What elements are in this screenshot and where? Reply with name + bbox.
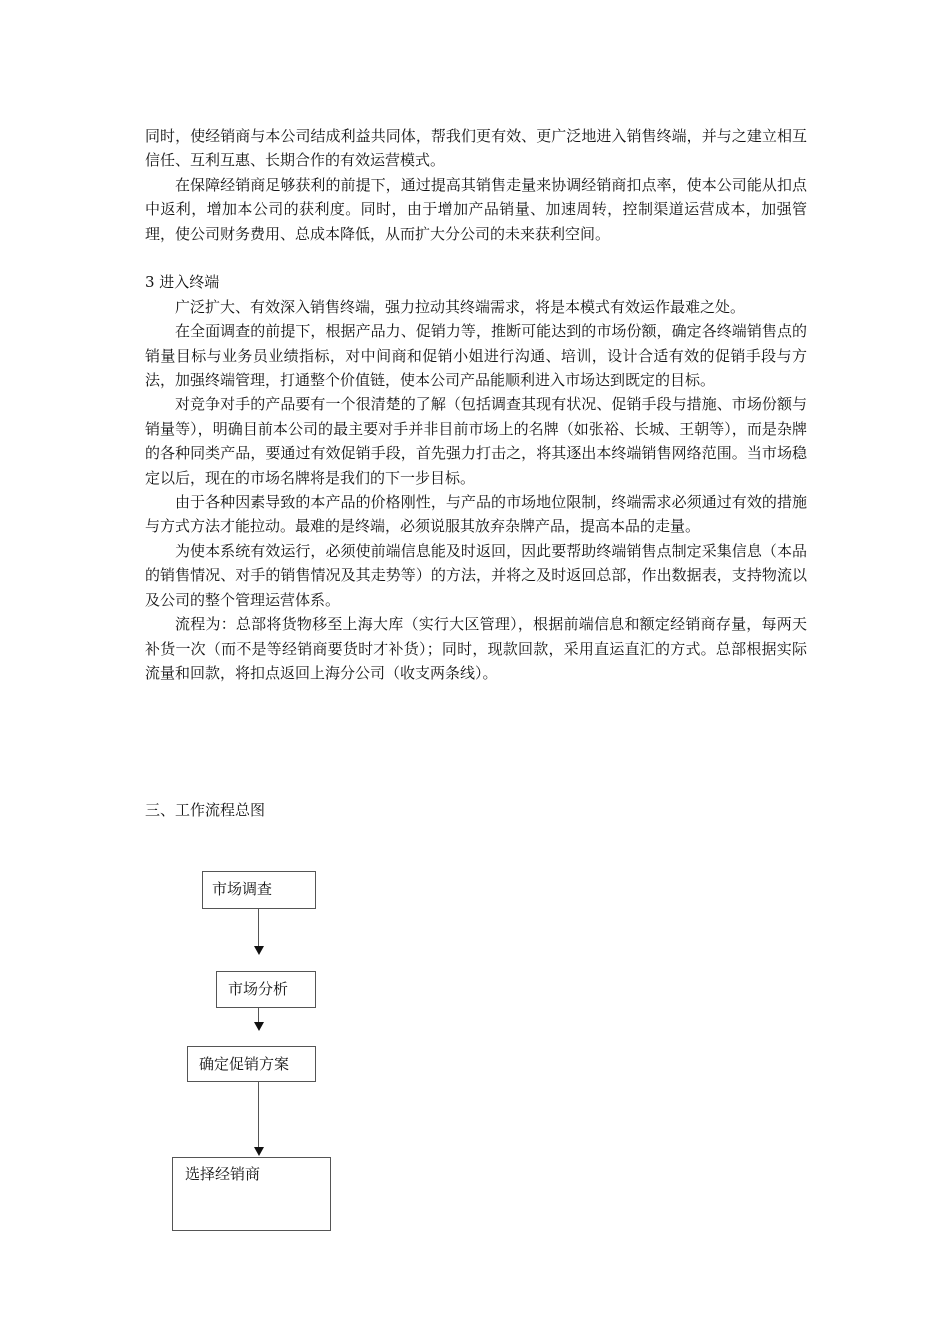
paragraph-terminal-expand: 广泛扩大、有效深入销售终端，强力拉动其终端需求，将是本模式有效运作最难之处。 bbox=[175, 297, 746, 316]
paragraph-dealer-profit: 在保障经销商足够获利的前提下，通过提高其销售走量来协调经销商扣点率，使本公司能从扣点中返利，增加本公司的获利度。同时，由于增加产品销量、加速周转，控制渠道运营成本，加强管理，使公司财务费用、总成本降低，从而扩大分公司的未来获利空间。 bbox=[145, 175, 807, 243]
flow-step-select-dealer bbox=[172, 1157, 331, 1231]
flow-step-market-survey bbox=[202, 871, 316, 909]
flow-step-label: 确定促销方案 bbox=[199, 1055, 290, 1073]
flow-step-label: 选择经销商 bbox=[185, 1165, 261, 1183]
paragraph-information-return: 为使本系统有效运行，必须使前端信息能及时返回，因此要帮助终端销售点制定采集信息（本品的销售情况、对手的销售情况及其走势等）的方法，并将之及时返回总部，作出数据表，支持物流以及公司的整个管理运营体系。 bbox=[145, 541, 807, 609]
flow-connector bbox=[258, 1082, 259, 1147]
arrow-down-icon bbox=[254, 946, 264, 955]
paragraph-process: 流程为：总部将货物移至上海大库（实行大区管理），根据前端信息和额定经销商存量，每两天补货一次（而不是等经销商要货时才补货）；同时，现款回款，采用直运直汇的方式。总部根据实际流量和回款，将扣点返回上海分公司（收支两条线）。 bbox=[145, 615, 807, 682]
paragraph-continuation: 同时，使经销商与本公司结成利益共同体，帮我们更有效、更广泛地进入销售终端，并与之建立相互信任、互利互惠、长期合作的有效运营模式。 bbox=[145, 127, 807, 170]
section-heading-workflow: 三、工作流程总图 bbox=[145, 801, 266, 819]
paragraph-competitors: 对竞争对手的产品要有一个很清楚的了解（包括调查其现有状况、促销手段与措施、市场份额与销量等），明确目前本公司的最主要对手并非目前市场上的名牌（如张裕、长城、王朝等），而是杂牌的各种同类产品，要通过有效促销手段，首先强力打击之，将其逐出本终端销售网络范围。当市场稳定以后，现在的市场名牌将是我们的下一步目标。 bbox=[145, 395, 807, 487]
flow-step-promotion-plan bbox=[187, 1046, 316, 1082]
arrow-down-icon bbox=[254, 1147, 264, 1156]
flow-step-market-analysis bbox=[216, 971, 316, 1008]
subheading-enter-terminal: 3 进入终端 bbox=[145, 273, 220, 292]
paragraph-market-survey: 在全面调查的前提下，根据产品力、促销力等，推断可能达到的市场份额，确定各终端销售点的销量目标与业务员业绩指标，对中间商和促销小姐进行沟通、培训，设计合适有效的促销手段与方法，加强终端管理，打通整个价值链，使本公司产品能顺利进入市场达到既定的目标。 bbox=[145, 322, 807, 390]
flow-step-label: 市场调查 bbox=[212, 880, 273, 898]
flow-connector bbox=[258, 1008, 259, 1023]
paragraph-price-rigidity: 由于各种因素导致的本产品的价格刚性，与产品的市场地位限制，终端需求必须通过有效的措施与方式方法才能拉动。最难的是终端，必须说服其放弃杂牌产品，提高本品的走量。 bbox=[145, 493, 807, 536]
arrow-down-icon bbox=[254, 1022, 264, 1031]
flow-step-label: 市场分析 bbox=[228, 980, 289, 998]
flow-connector bbox=[258, 909, 259, 946]
